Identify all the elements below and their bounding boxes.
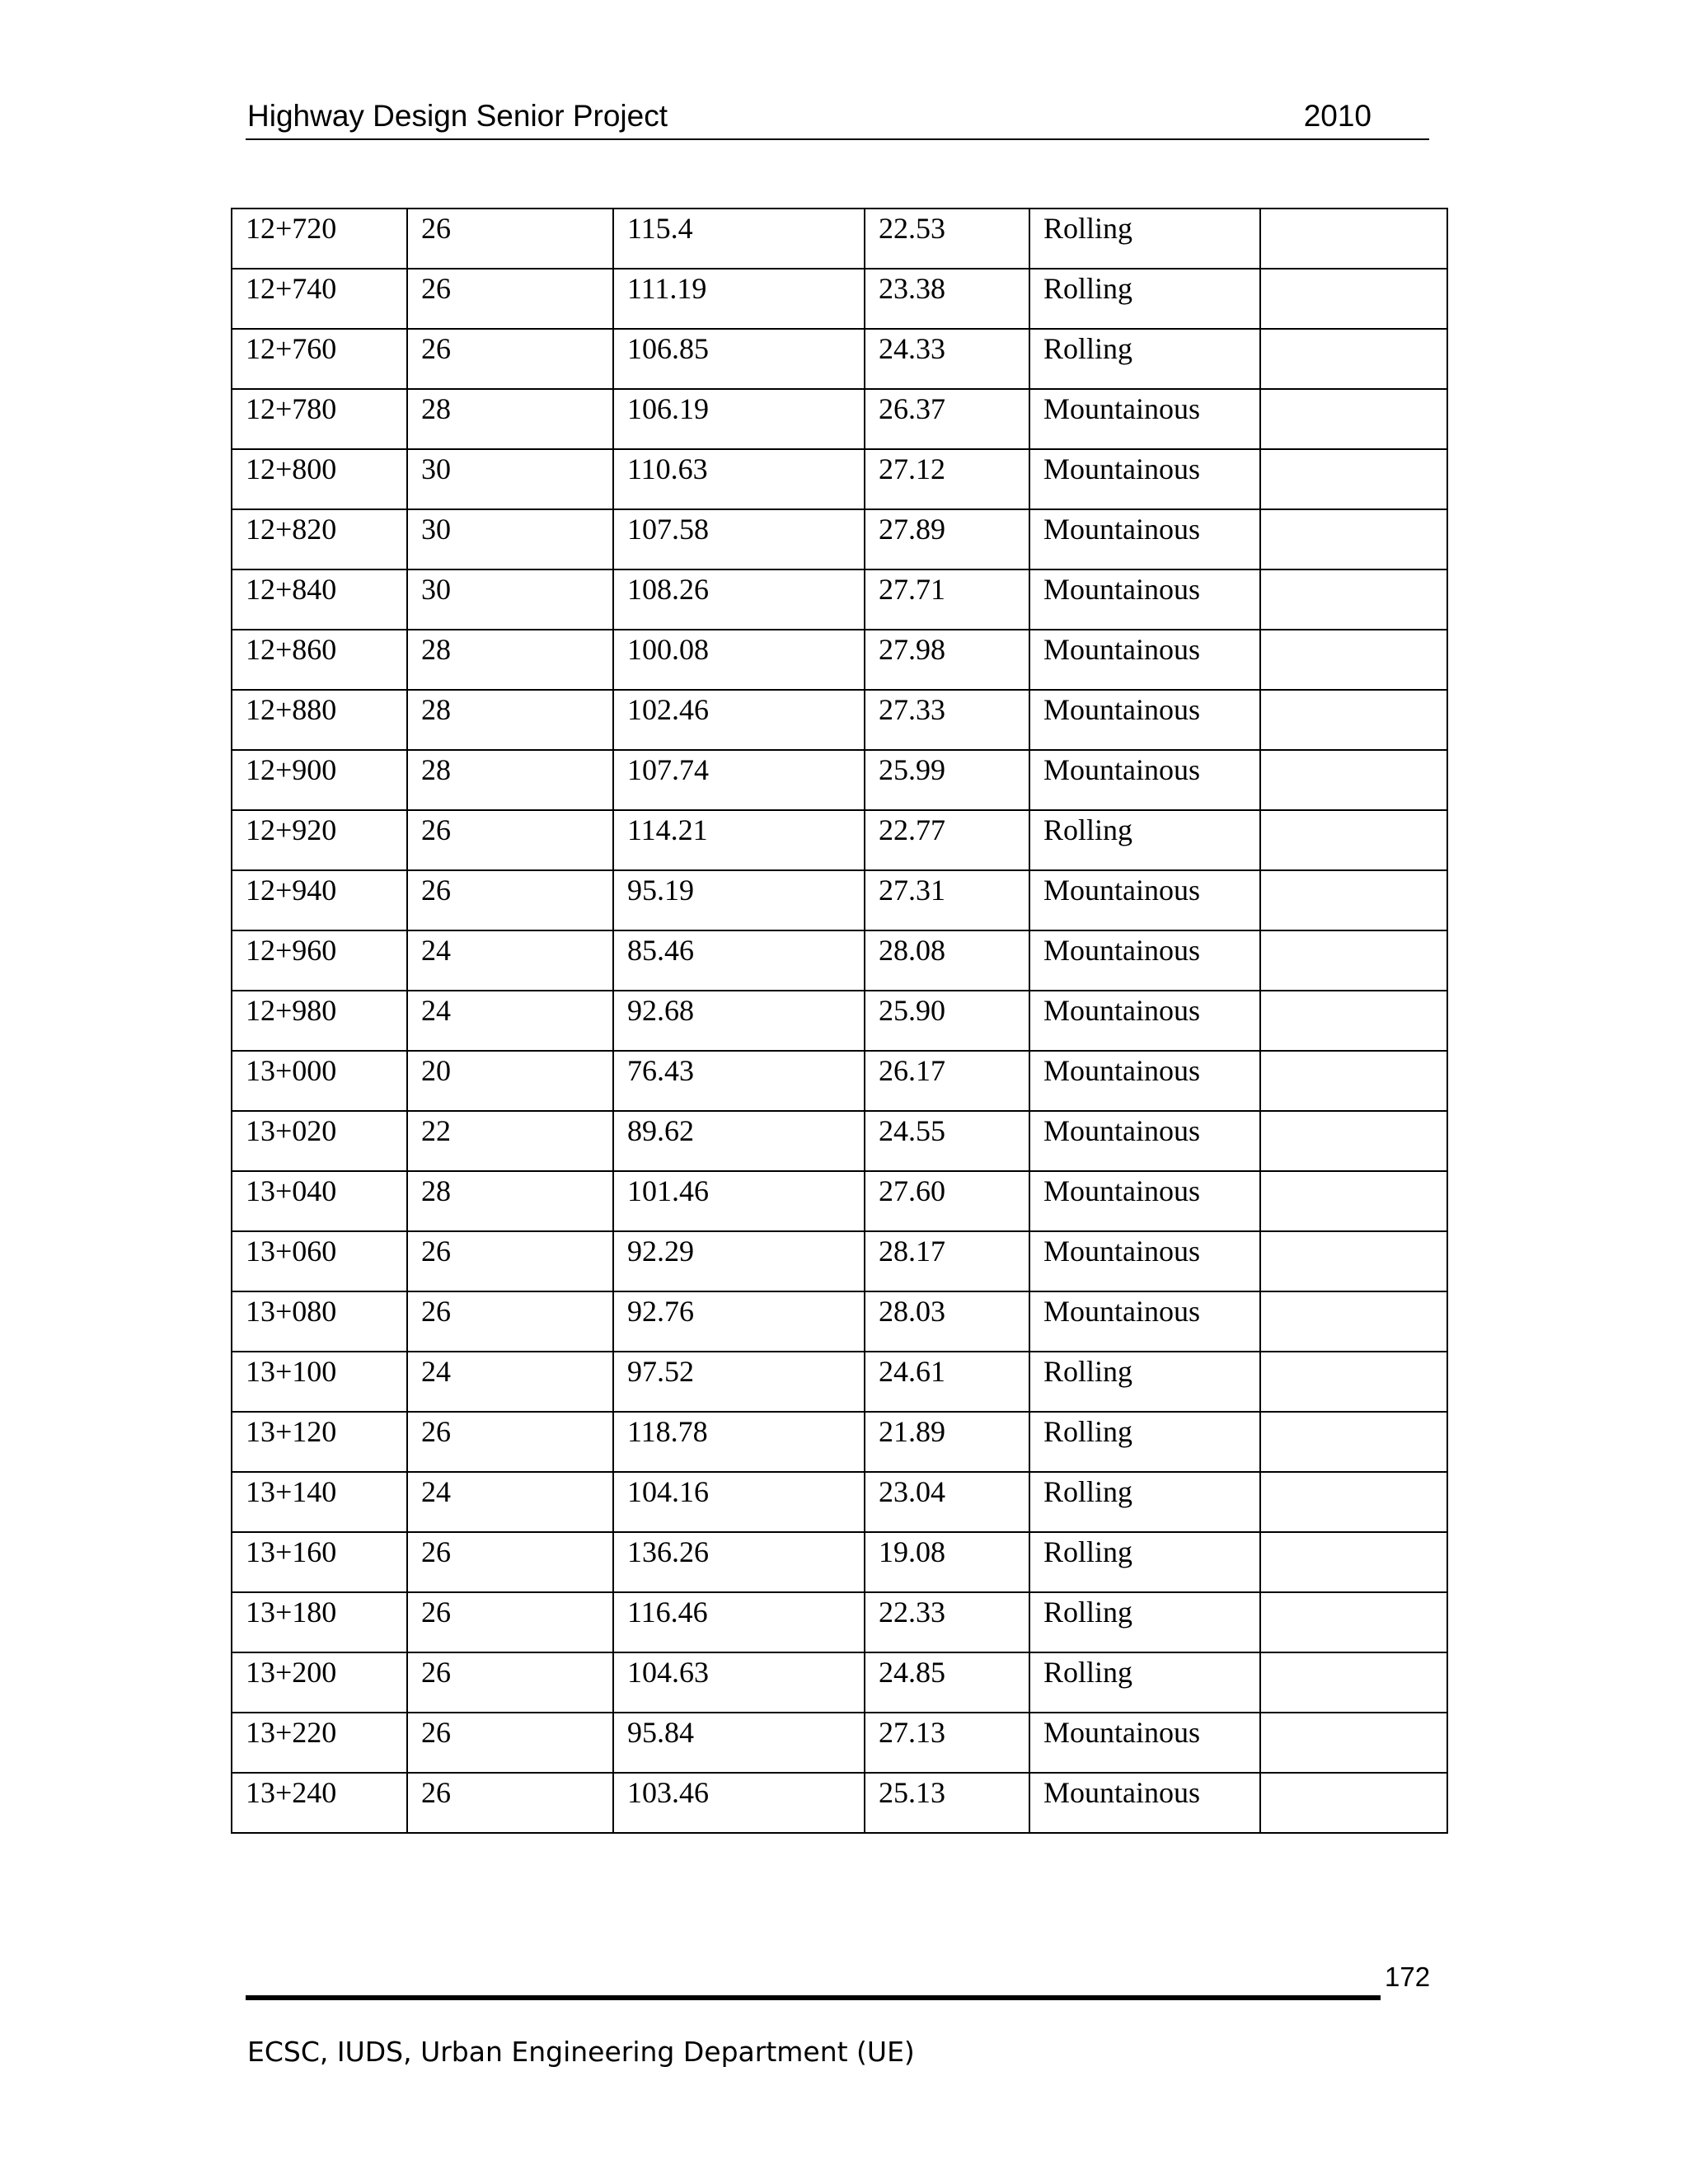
table-cell-col-6	[1260, 269, 1447, 329]
table-row	[232, 750, 1447, 810]
table-cell-col-3: 102.46	[613, 690, 865, 750]
table-cell-station: 12+760	[232, 329, 407, 389]
table-cell-col-3: 97.52	[613, 1352, 865, 1412]
table-row	[232, 269, 1447, 329]
table-row	[232, 1111, 1447, 1171]
table-cell-col-6	[1260, 1532, 1447, 1592]
table-cell-col-2: 24	[407, 991, 613, 1051]
table-cell-col-3: 116.46	[613, 1592, 865, 1652]
table-cell-col-3: 115.4	[613, 209, 865, 269]
table-cell-terrain: Mountainous	[1029, 389, 1260, 449]
table-cell-col-2: 26	[407, 1713, 613, 1773]
table-cell-terrain: Rolling	[1029, 1532, 1260, 1592]
table-cell-col-2: 26	[407, 1532, 613, 1592]
table-row	[232, 1352, 1447, 1412]
table-cell-col-6	[1260, 569, 1447, 630]
table-cell-station: 12+800	[232, 449, 407, 509]
header-title: Highway Design Senior Project	[247, 99, 668, 133]
table-cell-col-6	[1260, 1592, 1447, 1652]
table-cell-terrain: Mountainous	[1029, 509, 1260, 569]
table-row	[232, 329, 1447, 389]
table-cell-col-6	[1260, 389, 1447, 449]
table-cell-col-4: 25.13	[865, 1773, 1029, 1833]
table-cell-col-2: 28	[407, 750, 613, 810]
table-cell-col-2: 24	[407, 1352, 613, 1412]
table-cell-col-3: 76.43	[613, 1051, 865, 1111]
table-cell-col-3: 106.85	[613, 329, 865, 389]
table-cell-col-6	[1260, 1051, 1447, 1111]
table-cell-col-4: 24.61	[865, 1352, 1029, 1412]
table-cell-terrain: Rolling	[1029, 1412, 1260, 1472]
table-cell-col-6	[1260, 1652, 1447, 1713]
table-cell-terrain: Rolling	[1029, 810, 1260, 870]
table-cell-col-2: 26	[407, 1773, 613, 1833]
table-cell-terrain: Mountainous	[1029, 1713, 1260, 1773]
page-header	[246, 97, 1429, 140]
table-cell-col-4: 24.33	[865, 329, 1029, 389]
table-cell-col-3: 95.84	[613, 1713, 865, 1773]
table-cell-station: 13+240	[232, 1773, 407, 1833]
table-cell-terrain: Mountainous	[1029, 1111, 1260, 1171]
table-cell-col-2: 30	[407, 449, 613, 509]
table-cell-col-4: 27.89	[865, 509, 1029, 569]
table-cell-col-3: 104.16	[613, 1472, 865, 1532]
table-cell-col-2: 26	[407, 810, 613, 870]
table-cell-col-6	[1260, 930, 1447, 991]
table-cell-station: 13+100	[232, 1352, 407, 1412]
table-cell-station: 13+200	[232, 1652, 407, 1713]
table-cell-col-2: 26	[407, 269, 613, 329]
table-row	[232, 509, 1447, 569]
table-row	[232, 389, 1447, 449]
table-cell-station: 13+000	[232, 1051, 407, 1111]
table-row	[232, 1171, 1447, 1231]
table-cell-col-4: 23.04	[865, 1472, 1029, 1532]
table-cell-station: 13+220	[232, 1713, 407, 1773]
table-row	[232, 991, 1447, 1051]
table-cell-col-2: 26	[407, 1291, 613, 1352]
table-cell-col-3: 95.19	[613, 870, 865, 930]
table-cell-col-2: 26	[407, 870, 613, 930]
table-cell-terrain: Mountainous	[1029, 930, 1260, 991]
table-row	[232, 1652, 1447, 1713]
table-cell-col-6	[1260, 209, 1447, 269]
table-cell-col-3: 92.76	[613, 1291, 865, 1352]
page-number: 172	[1385, 1961, 1431, 1992]
table-row	[232, 1532, 1447, 1592]
table-cell-station: 12+820	[232, 509, 407, 569]
table-cell-col-2: 24	[407, 1472, 613, 1532]
table-cell-col-3: 85.46	[613, 930, 865, 991]
table-cell-station: 12+980	[232, 991, 407, 1051]
table-body	[232, 209, 1447, 1833]
table-cell-col-4: 28.17	[865, 1231, 1029, 1291]
table-cell-col-2: 30	[407, 509, 613, 569]
table-cell-col-6	[1260, 509, 1447, 569]
table-cell-col-2: 26	[407, 1592, 613, 1652]
table-cell-col-2: 28	[407, 630, 613, 690]
table-row	[232, 1773, 1447, 1833]
table-cell-col-6	[1260, 1111, 1447, 1171]
table-cell-station: 13+180	[232, 1592, 407, 1652]
table-cell-terrain: Rolling	[1029, 1592, 1260, 1652]
table-cell-col-4: 22.33	[865, 1592, 1029, 1652]
table-cell-terrain: Mountainous	[1029, 630, 1260, 690]
table-cell-col-6	[1260, 1472, 1447, 1532]
table-cell-station: 12+940	[232, 870, 407, 930]
table-cell-col-3: 108.26	[613, 569, 865, 630]
table-cell-col-3: 92.68	[613, 991, 865, 1051]
table-cell-col-3: 136.26	[613, 1532, 865, 1592]
table-cell-station: 13+140	[232, 1472, 407, 1532]
table-cell-col-3: 107.74	[613, 750, 865, 810]
table-cell-terrain: Rolling	[1029, 1472, 1260, 1532]
table-cell-col-4: 27.31	[865, 870, 1029, 930]
table-cell-col-4: 28.03	[865, 1291, 1029, 1352]
table-cell-station: 12+740	[232, 269, 407, 329]
table-cell-col-6	[1260, 810, 1447, 870]
table-cell-col-2: 26	[407, 329, 613, 389]
table-cell-col-4: 23.38	[865, 269, 1029, 329]
table-cell-col-3: 103.46	[613, 1773, 865, 1833]
table-cell-col-3: 114.21	[613, 810, 865, 870]
table-cell-col-4: 27.60	[865, 1171, 1029, 1231]
table-cell-col-4: 24.55	[865, 1111, 1029, 1171]
table-row	[232, 630, 1447, 690]
table-cell-col-4: 26.37	[865, 389, 1029, 449]
header-year: 2010	[1303, 99, 1372, 133]
table-cell-terrain: Mountainous	[1029, 449, 1260, 509]
table-cell-col-4: 27.13	[865, 1713, 1029, 1773]
table-cell-col-6	[1260, 1171, 1447, 1231]
table-row	[232, 1291, 1447, 1352]
table-cell-col-3: 104.63	[613, 1652, 865, 1713]
table-cell-terrain: Mountainous	[1029, 569, 1260, 630]
table-cell-col-3: 89.62	[613, 1111, 865, 1171]
table-cell-col-3: 100.08	[613, 630, 865, 690]
footer-text: ECSC, IUDS, Urban Engineering Department (UE)	[247, 2036, 915, 2068]
table-cell-col-6	[1260, 1231, 1447, 1291]
table-cell-col-3: 92.29	[613, 1231, 865, 1291]
table-cell-col-6	[1260, 991, 1447, 1051]
table-cell-station: 13+020	[232, 1111, 407, 1171]
table-cell-col-6	[1260, 1412, 1447, 1472]
table-row	[232, 1412, 1447, 1472]
table-cell-station: 13+080	[232, 1291, 407, 1352]
table-cell-col-2: 28	[407, 389, 613, 449]
table-cell-station: 13+060	[232, 1231, 407, 1291]
table-cell-col-6	[1260, 449, 1447, 509]
table-row	[232, 1231, 1447, 1291]
table-cell-terrain: Rolling	[1029, 209, 1260, 269]
table-cell-station: 12+840	[232, 569, 407, 630]
table-cell-terrain: Mountainous	[1029, 991, 1260, 1051]
table-cell-station: 13+120	[232, 1412, 407, 1472]
table-cell-col-2: 26	[407, 1652, 613, 1713]
table-row	[232, 1713, 1447, 1773]
table-cell-col-4: 28.08	[865, 930, 1029, 991]
table-cell-station: 12+880	[232, 690, 407, 750]
terrain-data-table	[231, 208, 1448, 1834]
table-cell-col-3: 118.78	[613, 1412, 865, 1472]
table-cell-terrain: Mountainous	[1029, 870, 1260, 930]
table-cell-station: 12+920	[232, 810, 407, 870]
table-cell-col-4: 21.89	[865, 1412, 1029, 1472]
table-row	[232, 209, 1447, 269]
table-cell-station: 12+720	[232, 209, 407, 269]
table-cell-terrain: Mountainous	[1029, 1051, 1260, 1111]
table-cell-col-4: 27.71	[865, 569, 1029, 630]
table-cell-station: 12+860	[232, 630, 407, 690]
table-cell-station: 12+900	[232, 750, 407, 810]
table-cell-station: 13+040	[232, 1171, 407, 1231]
table-cell-station: 12+960	[232, 930, 407, 991]
table-cell-terrain: Mountainous	[1029, 1773, 1260, 1833]
table-cell-col-3: 107.58	[613, 509, 865, 569]
table-cell-col-3: 111.19	[613, 269, 865, 329]
table-cell-col-4: 27.98	[865, 630, 1029, 690]
table-cell-col-6	[1260, 1352, 1447, 1412]
table-cell-col-6	[1260, 690, 1447, 750]
table-cell-station: 13+160	[232, 1532, 407, 1592]
table-row	[232, 1051, 1447, 1111]
table-row	[232, 1472, 1447, 1532]
table-cell-col-4: 27.33	[865, 690, 1029, 750]
table-cell-col-3: 106.19	[613, 389, 865, 449]
table-cell-terrain: Rolling	[1029, 1352, 1260, 1412]
table-cell-col-4: 26.17	[865, 1051, 1029, 1111]
table-cell-col-6	[1260, 1713, 1447, 1773]
table-cell-col-4: 22.77	[865, 810, 1029, 870]
table-cell-col-2: 28	[407, 1171, 613, 1231]
footer-rule	[246, 1995, 1381, 2000]
table-row	[232, 449, 1447, 509]
table-cell-col-6	[1260, 1291, 1447, 1352]
table-row	[232, 810, 1447, 870]
table-cell-terrain: Mountainous	[1029, 1171, 1260, 1231]
table-cell-col-6	[1260, 870, 1447, 930]
table-cell-col-2: 24	[407, 930, 613, 991]
table-cell-col-6	[1260, 1773, 1447, 1833]
table-cell-col-2: 26	[407, 209, 613, 269]
table-cell-col-3: 110.63	[613, 449, 865, 509]
table-cell-col-4: 19.08	[865, 1532, 1029, 1592]
table-cell-terrain: Rolling	[1029, 269, 1260, 329]
table-cell-terrain: Rolling	[1029, 1652, 1260, 1713]
table-cell-terrain: Rolling	[1029, 329, 1260, 389]
table-cell-col-2: 22	[407, 1111, 613, 1171]
table-row	[232, 569, 1447, 630]
table-cell-col-6	[1260, 329, 1447, 389]
table-cell-terrain: Mountainous	[1029, 1231, 1260, 1291]
table-cell-col-2: 20	[407, 1051, 613, 1111]
table-cell-col-4: 24.85	[865, 1652, 1029, 1713]
table-cell-col-4: 25.99	[865, 750, 1029, 810]
table-cell-col-2: 26	[407, 1231, 613, 1291]
table-cell-col-6	[1260, 750, 1447, 810]
table-cell-col-3: 101.46	[613, 1171, 865, 1231]
table-cell-station: 12+780	[232, 389, 407, 449]
table-cell-col-2: 28	[407, 690, 613, 750]
table-row	[232, 690, 1447, 750]
table-row	[232, 930, 1447, 991]
table-row	[232, 870, 1447, 930]
table-cell-col-4: 25.90	[865, 991, 1029, 1051]
table-cell-col-4: 27.12	[865, 449, 1029, 509]
table-cell-terrain: Mountainous	[1029, 750, 1260, 810]
table-cell-col-4: 22.53	[865, 209, 1029, 269]
table-cell-col-6	[1260, 630, 1447, 690]
table-row	[232, 1592, 1447, 1652]
table-cell-col-2: 30	[407, 569, 613, 630]
table-cell-terrain: Mountainous	[1029, 1291, 1260, 1352]
table-cell-terrain: Mountainous	[1029, 690, 1260, 750]
table-cell-col-2: 26	[407, 1412, 613, 1472]
